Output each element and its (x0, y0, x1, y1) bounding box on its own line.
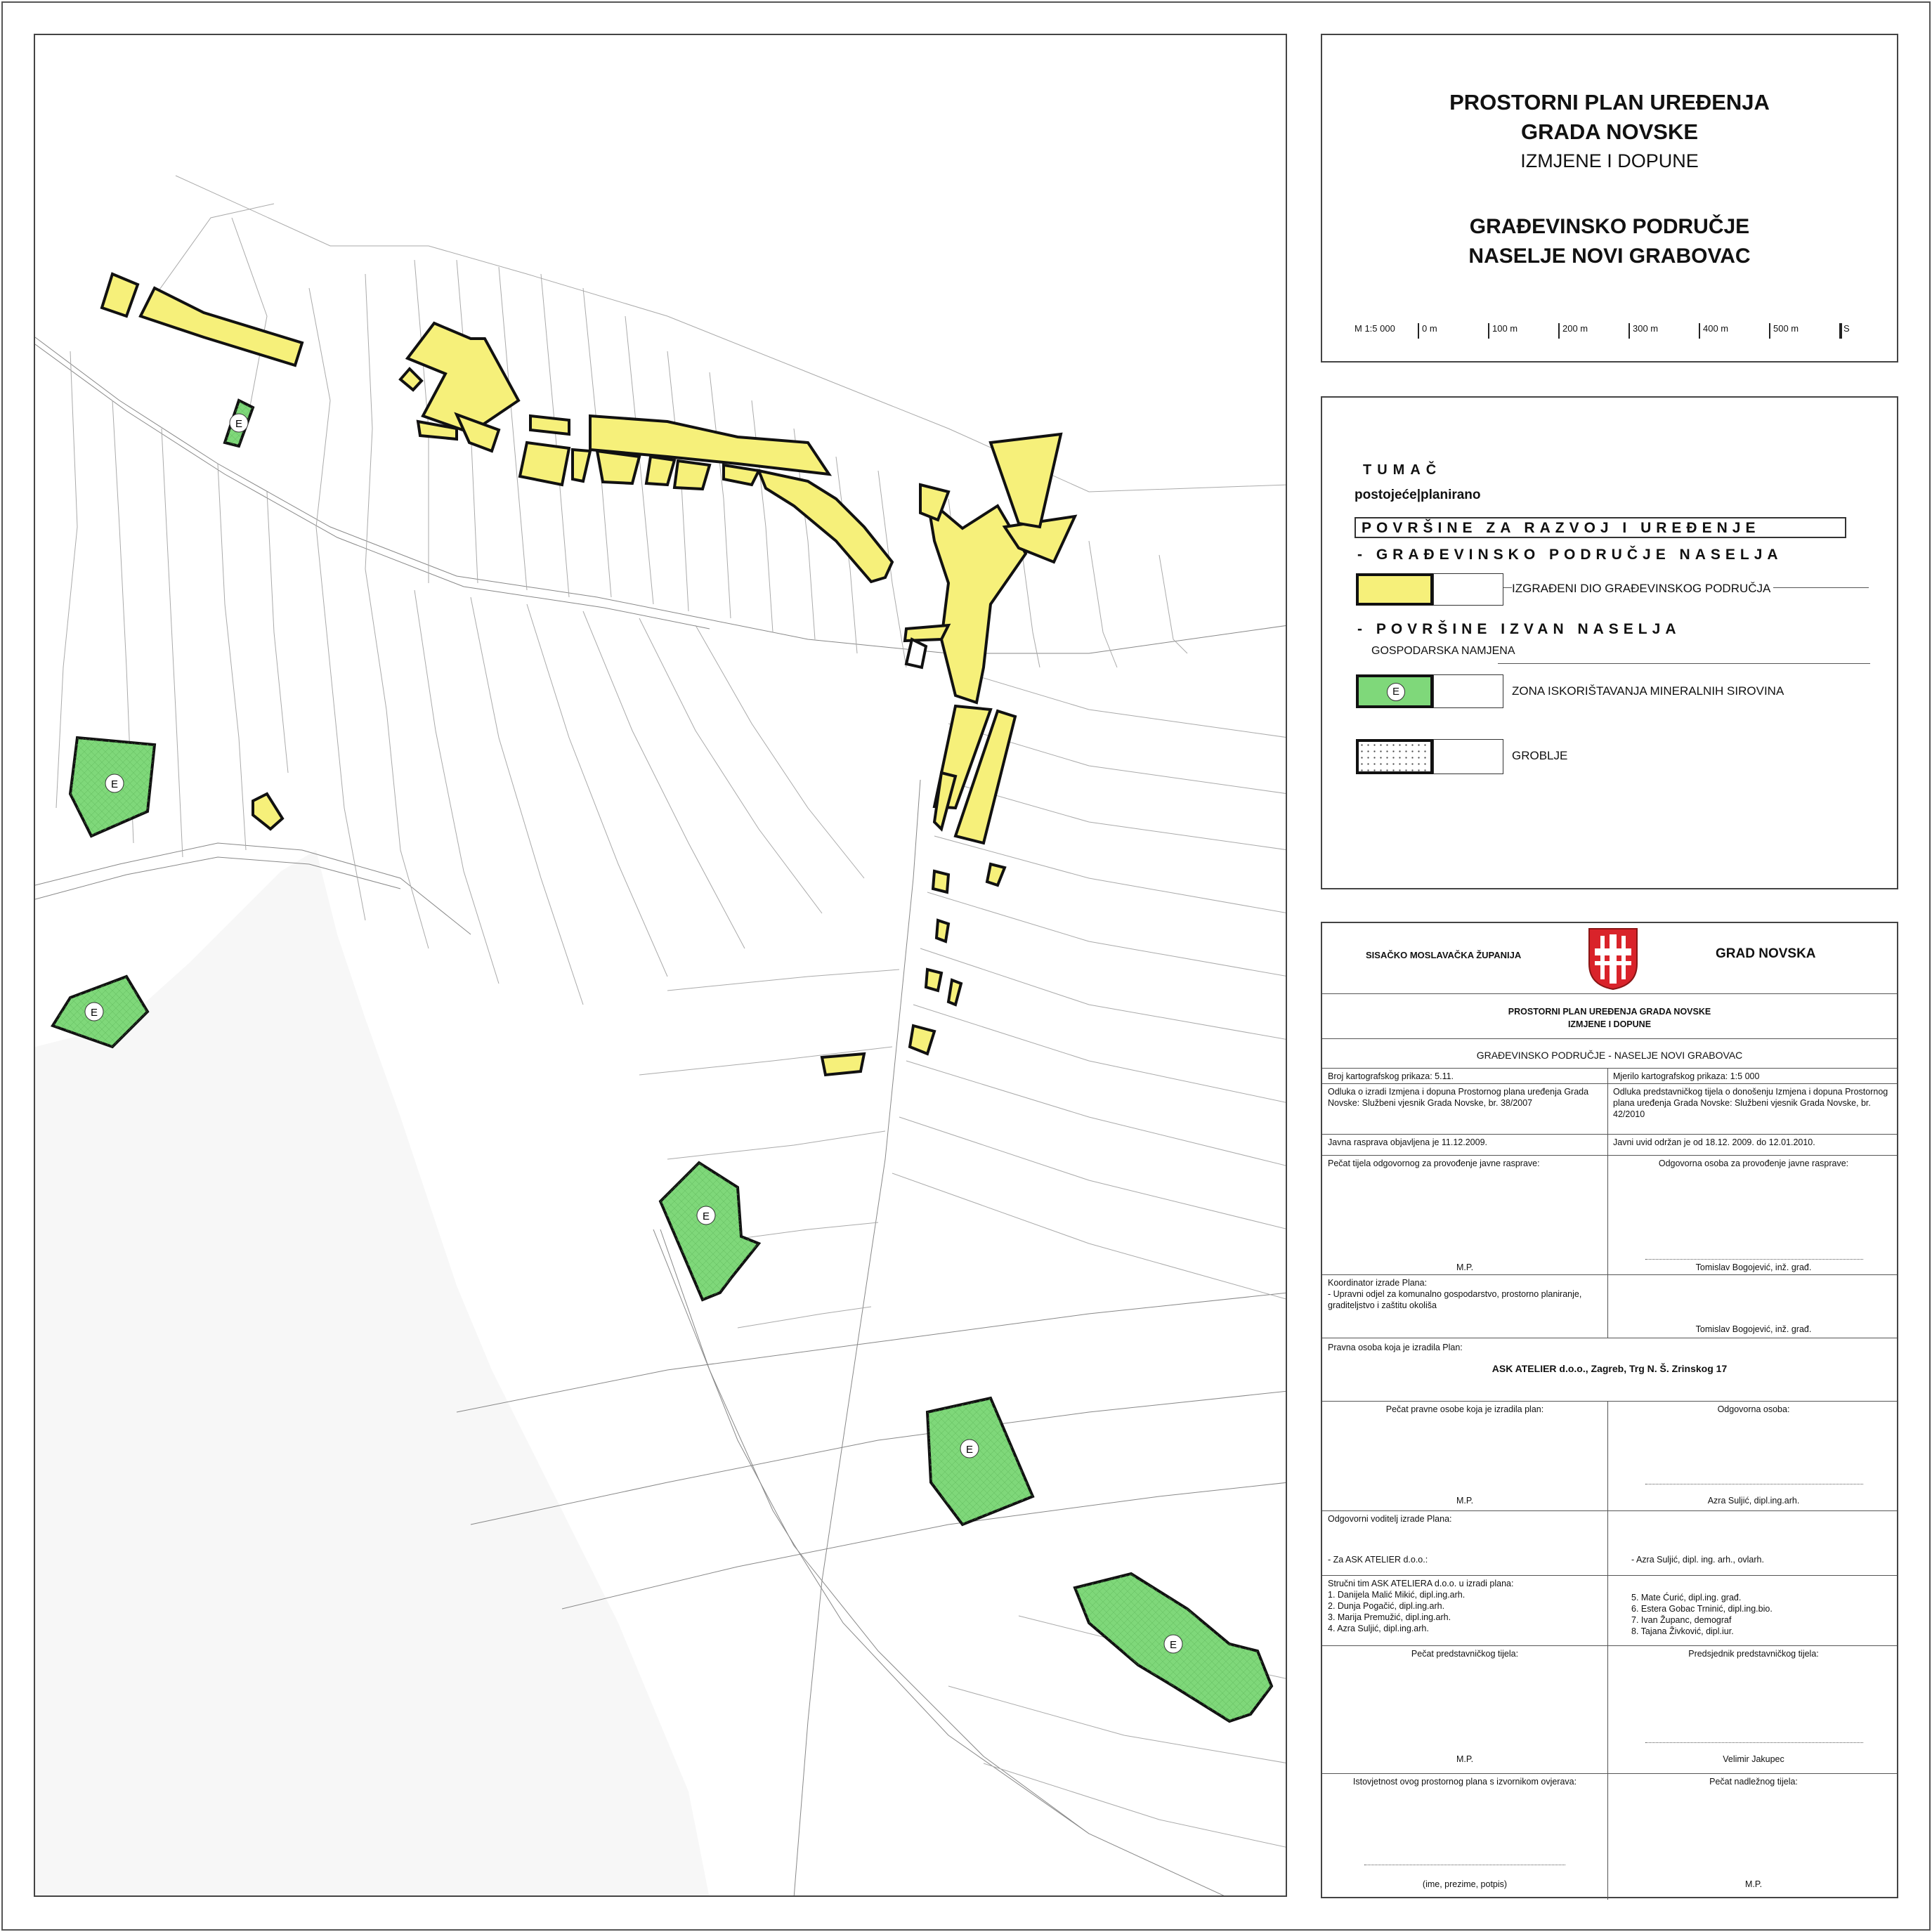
built-up-zone (724, 465, 759, 485)
built-up-zone (926, 970, 941, 991)
county-name: SISAČKO MOSLAVAČKA ŽUPANIJA (1366, 950, 1522, 960)
legend-section-outside: - POVRŠINE IZVAN NASELJA (1357, 621, 1681, 637)
svg-text:E: E (235, 418, 243, 430)
legend-section-title: POVRŠINE ZA RAZVOJ I UREĐENJE (1362, 520, 1761, 536)
scale-tick (1558, 323, 1560, 339)
built-up-zone (573, 450, 590, 481)
team-member: 3. Marija Premužić, dipl.ing.arh. (1328, 1612, 1451, 1622)
team-member: 2. Dunja Pogačić, dipl.ing.arh. (1328, 1601, 1445, 1611)
coordinator-text: - Upravni odjel za komunalno gospodarstvo, prostorno planiranje, graditeljstvo i zaštitu okoliša (1328, 1289, 1582, 1310)
scale-tick (1629, 323, 1630, 339)
mineral-zone-symbol (960, 1440, 979, 1458)
scale-mark: 200 m (1562, 323, 1588, 334)
legend-item-built: IZGRAĐENI DIO GRAĐEVINSKOG PODRUČJA (1512, 582, 1773, 596)
legal-entity-label: Pravna osoba koja je izradila Plan: (1328, 1343, 1463, 1352)
built-up-zone (987, 864, 1005, 885)
scale-tick (1699, 323, 1700, 339)
map-scale: Mjerilo kartografskog prikaza: 1:5 000 (1613, 1071, 1760, 1081)
verification-label: Istovjetnost ovog prostornog plana s izvornikom ovjerava: (1352, 1777, 1577, 1787)
legend-subheading: postojeće|planirano (1355, 488, 1481, 502)
built-up-zone (936, 920, 948, 941)
legend-swatch-planned (1433, 674, 1503, 708)
scale-tick (1488, 323, 1489, 339)
svg-text:E: E (965, 1444, 974, 1456)
mineral-zone-symbol (105, 774, 124, 792)
public-debate: Javna rasprava objavljena je 11.12.2009. (1328, 1137, 1488, 1147)
scale-tick (1769, 323, 1770, 339)
built-up-zone (520, 443, 569, 485)
coordinator-label: Koordinator izrade Plana: (1328, 1278, 1428, 1288)
stamp-mp: M.P. (1456, 1496, 1474, 1506)
team-member: 5. Mate Ćurić, dipl.ing. građ. (1631, 1593, 1742, 1603)
built-up-zone (646, 457, 674, 485)
leader-person: - Azra Suljić, dipl. ing. arh., ovlarh. (1631, 1555, 1764, 1565)
leader-label: Odgovorni voditelj izrade Plana: (1328, 1514, 1452, 1524)
map-canvas (35, 35, 1287, 1897)
info-block (1321, 922, 1898, 1898)
coat-of-arms-icon (1586, 926, 1640, 992)
signature-caption: (ime, prezime, potpis) (1422, 1879, 1508, 1889)
team-member: 7. Ivan Županc, demograf (1631, 1615, 1732, 1625)
decision-adopt: Odluka predstavničkog tijela o donošenju Izmjena i dopuna Prostornog plana uređenja Grada Novske: Službeni vjesnik Grada Novske, br. 42/2010 (1613, 1087, 1888, 1119)
svg-text:E: E (702, 1210, 710, 1222)
legal-stamp-label: Pečat pravne osobe koja je izradila plan: (1385, 1404, 1544, 1414)
svg-text:E: E (1169, 1639, 1177, 1651)
built-up-zone (141, 288, 302, 365)
built-up-zone (759, 471, 892, 582)
built-up-zone (948, 980, 961, 1005)
legend (1321, 396, 1898, 889)
built-up-zone (597, 451, 639, 483)
scale-mark: 100 m (1492, 323, 1518, 334)
mineral-zone-symbol (697, 1206, 715, 1225)
team-member: 8. Tajana Živković, dipl.iur. (1631, 1626, 1734, 1636)
built-up-zone (910, 1026, 934, 1054)
signatory: Velimir Jakupec (1723, 1754, 1784, 1764)
north-arrow-icon (1839, 323, 1842, 339)
decision-start: Odluka o izradi Izmjena i dopuna Prostornog plana uređenja Grada Novske: Službeni vjesnik Grada Novske, br. 38/2007 (1328, 1087, 1589, 1108)
plan-title-city: GRADA NOVSKE (1520, 119, 1699, 144)
council-president-label: Predsjednik predstavničkog tijela: (1688, 1649, 1819, 1659)
stamp-mp: M.P. (1744, 1879, 1763, 1889)
legal-entity-name: ASK ATELIER d.o.o., Zagreb, Trg N. Š. Zrinskog 17 (1492, 1363, 1728, 1374)
title-block (1321, 34, 1898, 363)
scale-label: M 1:5 000 (1355, 323, 1395, 334)
mineral-zone-symbol (85, 1003, 103, 1021)
built-up-zone (253, 794, 282, 829)
scale-mark: 0 m (1422, 323, 1437, 334)
cemetery-zone (906, 639, 926, 667)
svg-text:E: E (90, 1007, 98, 1019)
signatory: Azra Suljić, dipl.ing.arh. (1707, 1496, 1800, 1506)
scale-mark: 300 m (1633, 323, 1659, 334)
team-member: 4. Azra Suljić, dipl.ing.arh. (1328, 1624, 1429, 1633)
public-inspection: Javni uvid održan je od 18.12. 2009. do 12.01.2010. (1613, 1137, 1815, 1147)
plan-amendment: IZMJENE I DOPUNE (1567, 1019, 1652, 1029)
legend-section-box (1355, 517, 1846, 538)
mineral-zone-symbol (230, 414, 248, 432)
map-title: GRAĐEVINSKO PODRUČJE (1469, 215, 1750, 238)
mineral-symbol-icon: E (1387, 683, 1405, 701)
responsible-label: Odgovorna osoba za provođenje javne rasprave: (1658, 1158, 1849, 1168)
scale-tick (1418, 323, 1419, 339)
council-stamp-label: Pečat predstavničkog tijela: (1411, 1649, 1519, 1659)
stamp-label: Pečat tijela odgovornog za provođenje javne rasprave: (1328, 1158, 1540, 1168)
legend-swatch-mineral (1356, 674, 1433, 708)
map-subtitle: NASELJE NOVI GRABOVAC (1468, 244, 1751, 268)
team-member: 1. Danijela Malić Mikić, dipl.ing.arh. (1328, 1590, 1466, 1600)
built-up-zone (822, 1054, 864, 1075)
signatory: Tomislav Bogojević, inž. građ. (1695, 1324, 1812, 1334)
plan-name: PROSTORNI PLAN UREĐENJA GRADA NOVSKE (1508, 1007, 1711, 1017)
legend-swatch-built (1356, 573, 1433, 606)
legend-item-mineral: ZONA ISKORIŠTAVANJA MINERALNIH SIROVINA (1512, 684, 1784, 698)
built-up-zone (530, 416, 569, 434)
legend-section-economic: GOSPODARSKA NAMJENA (1371, 645, 1515, 657)
team-member: 6. Estera Gobac Trninić, dipl.ing.bio. (1631, 1604, 1773, 1614)
stamp-mp: M.P. (1456, 1754, 1474, 1764)
leader-company: - Za ASK ATELIER d.o.o.: (1328, 1555, 1428, 1565)
cadastral-map[interactable] (34, 34, 1287, 1897)
map-name: GRAĐEVINSKO PODRUČJE - NASELJE NOVI GRABOVAC (1476, 1050, 1743, 1061)
plan-subtitle: IZMJENE I DOPUNE (1520, 150, 1699, 171)
team-label: Stručni tim ASK ATELIERA d.o.o. u izradi plana: (1328, 1579, 1514, 1588)
legend-item-cemetery: GROBLJE (1512, 749, 1568, 762)
map-number: Broj kartografskog prikaza: 5.11. (1328, 1071, 1454, 1081)
built-up-zone (102, 274, 138, 316)
plan-title: PROSTORNI PLAN UREĐENJA (1449, 90, 1770, 115)
legend-swatch-planned (1433, 739, 1503, 774)
authority-stamp-label: Pečat nadležnog tijela: (1709, 1777, 1798, 1787)
scale-mark: 500 m (1773, 323, 1799, 334)
mineral-zone-symbol (1164, 1635, 1182, 1653)
scale-mark: 400 m (1703, 323, 1729, 334)
built-up-zone (400, 369, 422, 390)
built-up-zone (933, 871, 948, 892)
legend-swatch-planned (1433, 573, 1503, 606)
built-up-zone (674, 461, 710, 489)
legend-section-subtitle: - GRAĐEVINSKO PODRUČJE NASELJA (1357, 547, 1783, 563)
responsible-person-label: Odgovorna osoba: (1717, 1404, 1790, 1414)
north-label: S (1843, 323, 1850, 334)
signatory: Tomislav Bogojević, inž. građ. (1695, 1262, 1812, 1272)
legend-swatch-cemetery (1356, 739, 1433, 774)
svg-text:E: E (110, 778, 119, 790)
city-name: GRAD NOVSKA (1716, 946, 1816, 961)
stamp-mp: M.P. (1456, 1262, 1474, 1272)
divider (1498, 663, 1870, 664)
legend-heading: TUMAČ (1363, 462, 1442, 478)
